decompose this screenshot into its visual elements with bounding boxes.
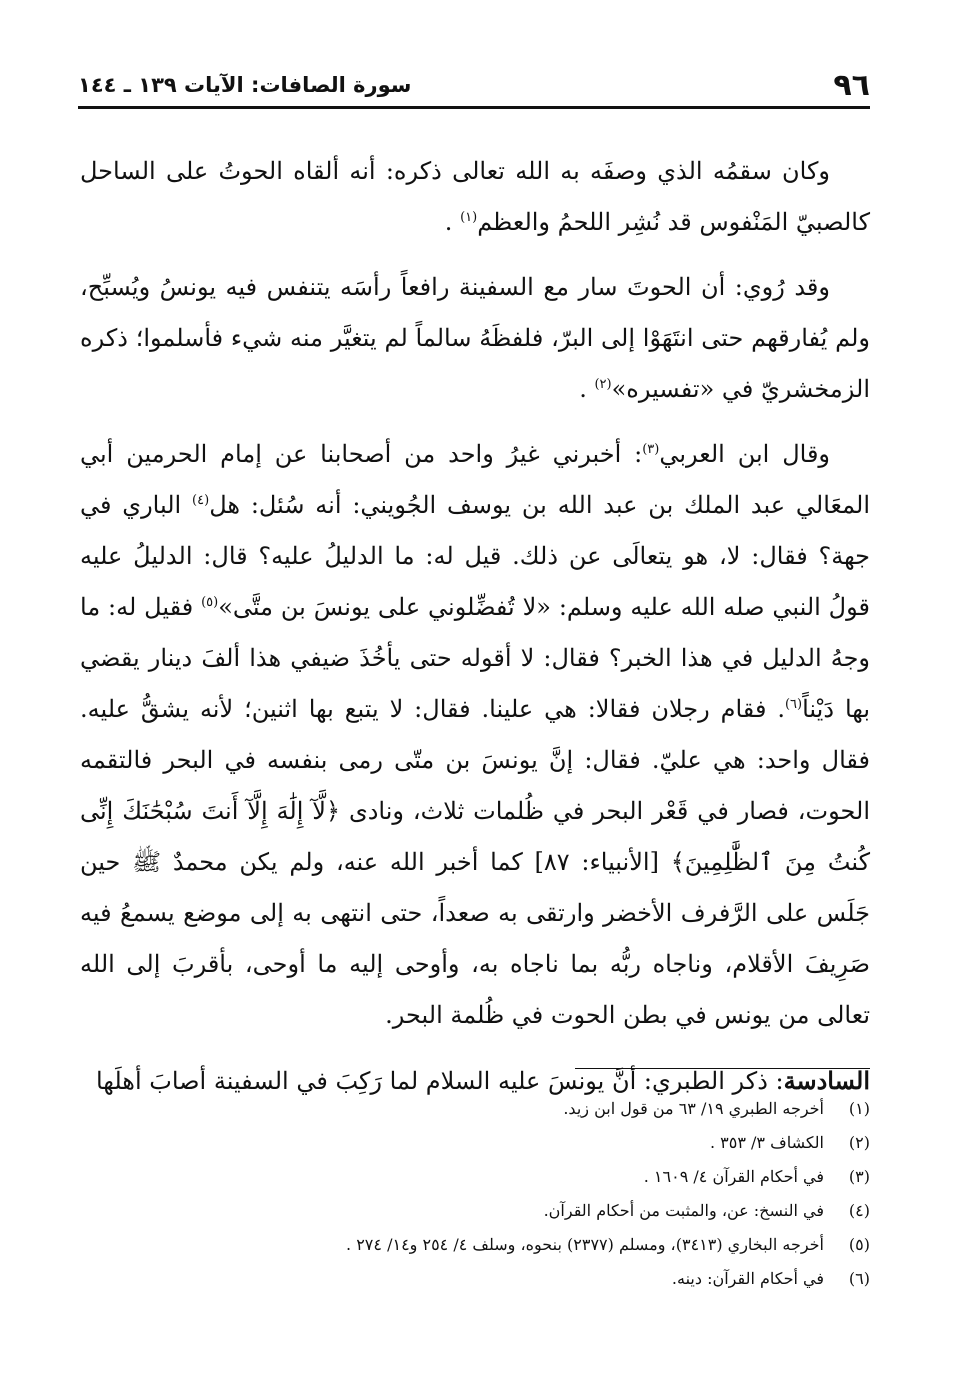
footnote-text: في أحكام القرآن ٤/ ١٦٠٩ . [643, 1167, 824, 1186]
footnote-text: في أحكام القرآن: دينه. [671, 1269, 824, 1288]
footnote-ref-4: (٤) [192, 493, 210, 508]
paragraph-1 [80, 146, 870, 248]
footnote [80, 1160, 870, 1194]
paragraph-3-seg-4: فقيل له: ما وجهُ الدليل في هذا الخبر؟ فقال: لا أقوله حتى يأخُذَ ضيفي هذا ألفَ دينار يقضي بها دَيْناً [80, 593, 871, 723]
paragraph-3-seg-1: وقال ابن العربي [659, 440, 831, 468]
paragraph-3-seg-2: : أخبرني غيرُ واحد من أصحابنا عن إمام الحرمين أبي المعَالي عبد الملك بن عبد الله بن يوسف الجُويني: أنه سُئل: هل [80, 440, 870, 519]
page-header [78, 66, 870, 104]
footnote-text: في النسخ: عن، والمثبت من أحكام القرآن. [543, 1201, 824, 1220]
paragraph-3-seg-3: الباري في جهة؟ فقال: لا، هو يتعالَى عن ذلك. قيل له: ما الدليلُ عليه؟ قال: الدليلُ عليه قولُ النبي صله الله عليه وسلم: «لا تُفضِّلوني على يونسَ بن متَّى» [80, 491, 870, 621]
footnote [80, 1228, 870, 1262]
section-label: السادسة [783, 1066, 870, 1095]
footnote-ref-2: (٢) [594, 377, 612, 392]
footnote-text: أخرجه البخاري (٣٤١٣)، ومسلم (٢٣٧٧) بنحوه، وسلف ٤/ ٢٥٤ و١٤/ ٢٧٤ . [346, 1235, 824, 1254]
main-text [80, 146, 870, 1107]
page-number: ٩٦ [833, 67, 870, 103]
header-rule [78, 106, 870, 109]
footnotes [80, 1092, 870, 1296]
footnote-ref-5: (٥) [201, 595, 219, 610]
paragraph-2-text: وقد رُوي: أن الحوتَ سار مع السفينة رافعاً رأسَه يتنفس فيه يونسُ ويُسبِّح، ولم يُفارقهم حتى انتَهَوْا إلى البرّ، فلفظَهُ سالماً لم يتغيَّر منه شيء فأسلموا؛ ذكره الزمخشريّ في «تفسيره» [80, 273, 870, 403]
footnote-number: (٥) [848, 1235, 870, 1254]
footnote-ref-6: (٦) [784, 697, 803, 712]
footnote-number: (١) [848, 1099, 870, 1118]
footnote [80, 1194, 870, 1228]
footnote-ref-1: (١) [460, 210, 478, 225]
footnote-number: (٢) [848, 1133, 870, 1152]
running-title: سورة الصافات: الآيات ١٣٩ ـ ١٤٤ [78, 73, 412, 97]
footnote-ref-3: (٣) [642, 442, 660, 457]
footnote-number: (٦) [848, 1269, 870, 1288]
paragraph-2 [80, 262, 870, 415]
paragraph-3 [80, 429, 870, 1041]
paragraph-2-tail: . [579, 375, 595, 403]
paragraph-1-tail: . [444, 208, 461, 236]
paragraph-1-text: وكان سقمُه الذي وصفَه به الله تعالى ذكره: أنه ألقاه الحوتُ على الساحل كالصبيّ المَنْفوس قد نُشِر اللحمُ والعظم [80, 157, 870, 236]
paragraph-4-text: : ذكر الطبري: أنَّ يونسَ عليه السلام لما رَكِبَ في السفينة أصابَ أهلَها [95, 1067, 784, 1095]
footnote [80, 1126, 870, 1160]
footnote [80, 1092, 870, 1126]
footnote-separator [575, 1068, 870, 1069]
paragraph-3-seg-5: . فقام رجلان فقالا: هي علينا. فقال: لا يتبع بها اثنين؛ لأنه يشقُّ عليه. فقال واحد: هي عليّ. فقال: إنَّ يونسَ بن متّى رمى بنفسه في البحر فالتقمه الحوت، فصار في قَعْر البحر في ظُلمات ثلاث، ونادى ﴿لَّآ إِلَٰهَ إِلَّآ أَنتَ سُبْحَٰنَكَ إِنِّى كُنتُ مِنَ ٱلظَّٰلِمِينَ﴾ [الأنبياء: ٨٧] كما أخبر الله عنه، ولم يكن محمدٌ ﷺ حين جَلَس على الرَّفرف الأخضر وارتقى به صعداً، حتى انتهى به إلى موضع يسمعُ فيه صَرِيفَ الأقلام، وناجاه ربُّه بما ناجاه به، وأوحى إليه ما أوحى، بأقربَ إلى الله تعالى من يونس في بطن الحوت في ظُلمة البحر. [80, 695, 870, 1029]
footnote-number: (٤) [848, 1201, 870, 1220]
footnote-text: الكشاف ٣/ ٣٥٣ . [709, 1133, 824, 1152]
footnote-text: أخرجه الطبري ١٩/ ٦٣ من قول ابن زيد. [563, 1099, 824, 1118]
footnote-number: (٣) [848, 1167, 870, 1186]
footnote [80, 1262, 870, 1296]
